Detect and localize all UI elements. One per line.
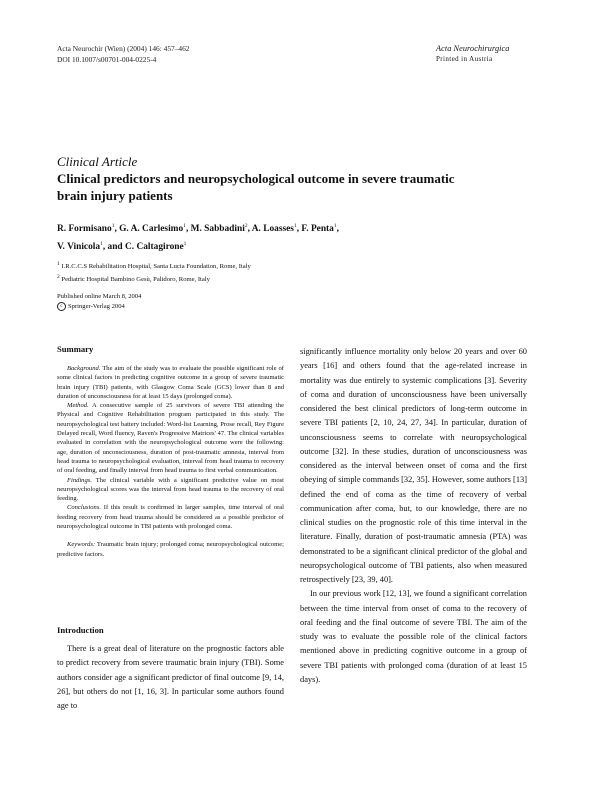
author-separator: , (296, 224, 302, 235)
journal-citation: Acta Neurochir (Wien) (2004) 146: 457–462 (57, 44, 190, 53)
right-column-body (300, 345, 527, 687)
introduction-paragraph: In our previous work [12, 13], we found a significant correlation between the time interval from onset of coma to the recovery of oral feeding and the final outcome of severe TBI. The aim of the study was to evaluate the possible role of the clinical factors mentioned above in predicting cognitive outcome in a group of severe TBI patients with prolonged coma (duration of at least 15 days). (300, 589, 527, 684)
author-separator: , (336, 224, 339, 235)
method-text: A consecutive sample of 25 survivors of severe TBI attending the Physical and Cognitive Rehabilitation program participated in this study. The neuropsychological test battery included: Word-list Learning, Prose recall, Rey Figure Delayed recall, Word fluency, Raven's Progressive Matrices' 47. The clinical variables evaluated in correlation with the neuropsychological outcome were the following: age, duration of unconsciousness, duration of post-traumatic amnesia, interval from head trauma to neuropsychological evaluation, interval from head trauma to recovery of oral feeding, and finally interval from head trauma to first verbal communication. (57, 402, 284, 475)
summary-keywords (57, 540, 284, 559)
article-title: Clinical predictors and neuropsychological outcome in severe traumatic brain injury patients (57, 171, 455, 203)
author: G. A. Carlesimo (119, 224, 184, 235)
journal-logo (436, 44, 537, 64)
background-text: The aim of the study was to evaluate the possible significant role of some clinical factors in predicting cognitive outcome in a group of severe traumatic brain injury (TBI) patients, with Glasgow Coma Scale (GCS) lower than 8 and duration of unconsciousness for at least 15 days (prolonged coma). (57, 365, 284, 400)
logo-subtitle: Printed in Austria (436, 54, 493, 63)
copyright-text: Springer-Verlag 2004 (68, 303, 125, 311)
introduction-paragraph: There is a great deal of literature on the prognostic factors able to predict recovery from severe traumatic brain injury (TBI). Some authors consider age a significant predictor of final outcome [9, 14, 26], but others do not [1, 16, 3]. In particular some authors found age to (57, 644, 284, 710)
findings-text: The clinical variable with a significant predictive value on most neuropsychological scores was the interval from head trauma to the recovery of oral feeding. (57, 476, 284, 503)
author: R. Formisano (57, 224, 112, 235)
keywords-label: Keywords: (67, 541, 96, 549)
author: C. Caltagirone (124, 242, 184, 253)
keywords-text: Traumatic brain injury; prolonged coma; neuropsychological outcome; predictive factors. (57, 541, 284, 558)
author-affiliation-mark: 1 (111, 223, 115, 229)
logo-title: Acta Neurochirurgica (436, 44, 510, 53)
author: V. Vinicola (57, 242, 101, 253)
introduction-left-body (57, 642, 284, 713)
background-label: Background. (67, 365, 101, 372)
affiliation-number: 2 (57, 274, 60, 281)
method-label: Method. (67, 402, 89, 410)
summary-background (57, 364, 284, 401)
summary-conclusions (57, 503, 284, 531)
author-affiliation-mark: 1 (183, 223, 186, 229)
published-date: Published online March 8, 2004 (57, 293, 142, 300)
article-type: Clinical Article (57, 154, 138, 169)
affiliation-item (57, 259, 251, 272)
summary-body (57, 364, 284, 559)
author-affiliation-mark: 1 (100, 241, 103, 248)
doi: DOI 10.1007/s00701-004-0225-4 (57, 54, 157, 64)
conclusions-label: Conclusions. (67, 504, 102, 512)
summary-findings (57, 476, 284, 504)
author-separator: , (185, 224, 191, 235)
author-separator: , (114, 224, 120, 235)
affiliation-item (57, 272, 251, 285)
author-list (57, 219, 487, 255)
affiliation-number: 1 (57, 261, 60, 267)
copyright-line (57, 302, 141, 312)
copyright-icon (57, 302, 66, 311)
running-header (57, 44, 190, 65)
affiliations (57, 259, 251, 285)
author-separator: , and (102, 242, 125, 253)
findings-label: Findings. (67, 476, 92, 484)
author-affiliation-mark: 1 (183, 241, 187, 248)
author-affiliation-mark: 1 (293, 223, 297, 229)
author-affiliation-mark: 2 (244, 223, 248, 229)
summary-heading: Summary (57, 344, 94, 354)
author-affiliation-mark: 1 (333, 223, 337, 229)
introduction-paragraph: significantly influence mortality only below 20 years and over 60 years [16] and others found that the age-related increase in mortality was due entirely to systemic complications [3]. Severity of coma and duration of unconsciousness have been universally considered the best clinical predictors of long-term outcome in severe TBI patients [2, 10, 24, 27, 34]. In particular, duration of unconsciousness seems to correlate with neuropsychological outcome [32]. In these studies, duration of unconsciousness was considered as the interval between onset of coma and the first obeying of simple commands [32, 35]. However, some authors [13] defined the end of coma as the time of recovery of verbal communication after coma, but, to our knowledge, there are no clinical studies on the prognostic role of this time interval in the literature. Finally, duration of post-traumatic amnesia (PTA) was demonstrated to be a significant clinical predictor of the global and neuropsychological outcome of TBI patients, also when measured retrospectively [23, 39, 40]. (300, 347, 527, 584)
author: M. Sabbadini (190, 224, 245, 235)
summary-method (57, 401, 284, 475)
affiliation-text: Pediatric Hospital Bambino Gesù, Palidoro, Rome, Italy (61, 276, 210, 284)
affiliation-text: I.R.C.C.S Rehabilitation Hospital, Santa Lucia Foundation, Rome, Italy (61, 263, 251, 271)
author: A. Loasses (251, 224, 294, 235)
publication-info (57, 292, 141, 312)
author-separator: , (247, 224, 252, 235)
introduction-heading: Introduction (57, 625, 104, 635)
conclusions-text: If this result is confirmed in larger samples, time interval of oral feeding recovery from head trauma should be considered as a possible predictor of neuropsychological outcome in TBI patients with prolonged coma. (57, 504, 284, 531)
author: F. Penta (301, 224, 334, 235)
